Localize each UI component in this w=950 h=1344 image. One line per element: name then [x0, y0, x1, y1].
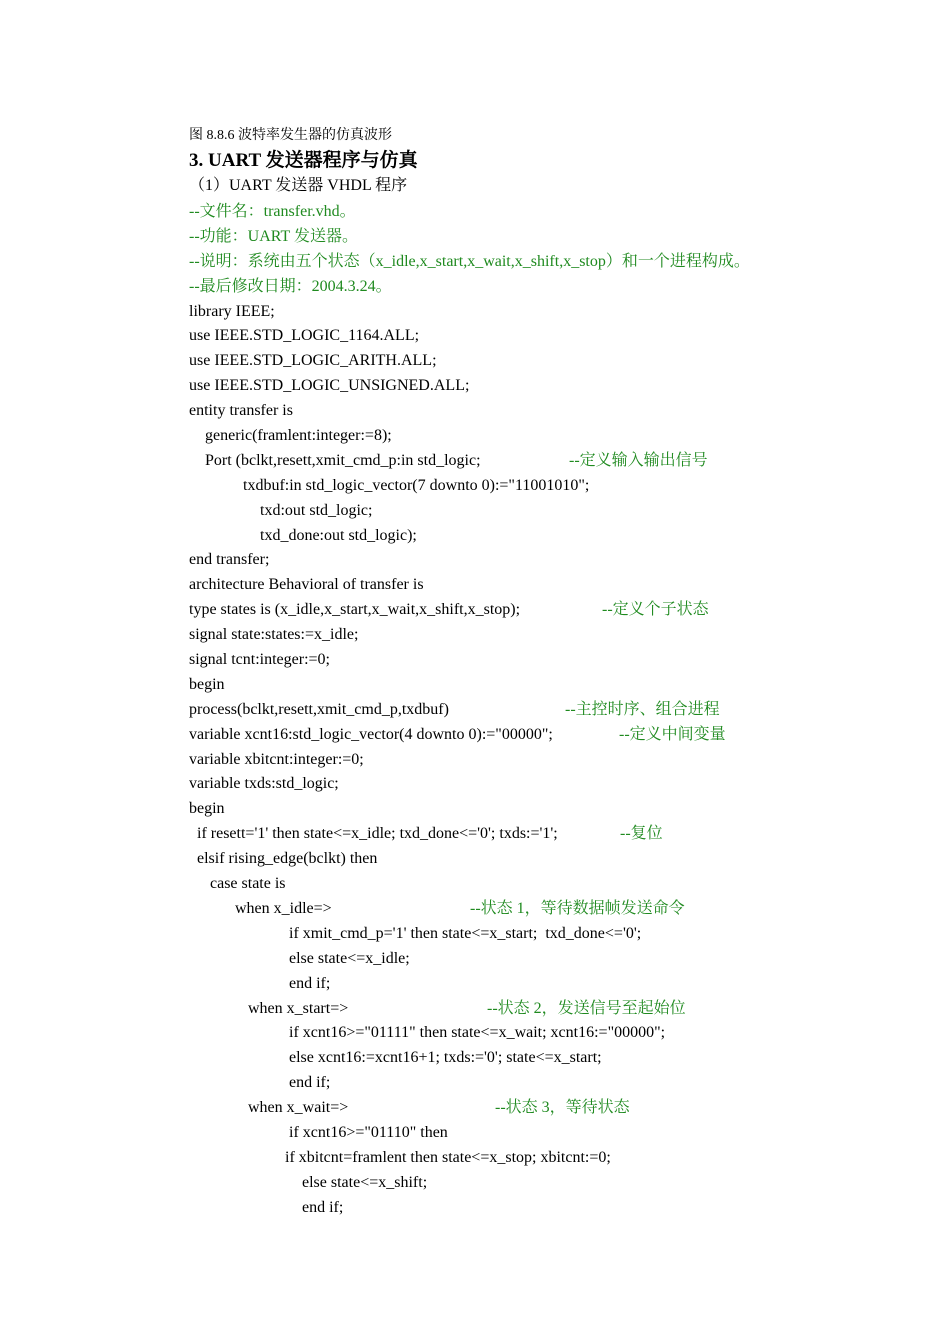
section-heading: 3. UART 发送器程序与仿真: [189, 150, 418, 171]
code-line: [189, 524, 909, 549]
code-text: if resett='1' then state<=x_idle; txd_done<='0'; txds:='1';: [197, 825, 558, 843]
code-line: [189, 1146, 909, 1171]
code-text: library IEEE;: [189, 302, 275, 320]
subsection-heading: （1）UART 发送器 VHDL 程序: [189, 177, 408, 194]
code-line: [189, 499, 909, 524]
code-text: if xmit_cmd_p='1' then state<=x_start; txd_done<='0';: [289, 924, 642, 942]
code-comment: --状态 3，等待状态: [495, 1099, 630, 1117]
code-line: [189, 872, 909, 897]
code-text: use IEEE.STD_LOGIC_ARITH.ALL;: [189, 352, 437, 370]
code-comment: --定义中间变量: [619, 725, 726, 743]
code-line: [189, 573, 909, 598]
code-line: [189, 1071, 909, 1096]
code-text: entity transfer is: [189, 402, 293, 420]
code-line: [189, 449, 909, 474]
code-text: use IEEE.STD_LOGIC_1164.ALL;: [189, 327, 420, 345]
code-text: if xcnt16>="01111" then state<=x_wait; xcnt16:="00000";: [289, 1024, 666, 1042]
code-comment: --定义输入输出信号: [569, 451, 708, 469]
figure-caption: 图 8.8.6 波特率发生器的仿真波形: [189, 128, 392, 143]
code-line: [189, 1196, 909, 1221]
vhdl-code-listing: [189, 200, 909, 1221]
code-comment: --主控时序、组合进程: [565, 700, 720, 718]
code-text: variable xbitcnt:integer:=0;: [189, 750, 364, 768]
code-text: end if;: [289, 974, 331, 992]
code-line: [189, 300, 909, 325]
code-line: [189, 947, 909, 972]
code-text: case state is: [210, 875, 286, 893]
code-line: [189, 275, 909, 300]
code-line: [189, 897, 909, 922]
code-text: else xcnt16:=xcnt16+1; txds:='0'; state<=x_start;: [289, 1049, 602, 1067]
code-text: variable xcnt16:std_logic_vector(4 downto 0):="00000";: [189, 725, 553, 743]
code-line: [189, 698, 909, 723]
code-line: [189, 474, 909, 499]
code-text: if xbitcnt=framlent then state<=x_stop; xbitcnt:=0;: [285, 1148, 611, 1166]
code-line: [189, 548, 909, 573]
code-text: Port (bclkt,resett,xmit_cmd_p:in std_logic;: [205, 451, 481, 469]
code-comment: --定义个子状态: [602, 601, 709, 619]
code-line: [189, 1121, 909, 1146]
code-text: when x_start=>: [248, 999, 349, 1017]
code-comment: --复位: [620, 825, 663, 843]
code-text: process(bclkt,resett,xmit_cmd_p,txdbuf): [189, 700, 449, 718]
code-line: [189, 723, 909, 748]
code-text: txdbuf:in std_logic_vector(7 downto 0):="11001010";: [243, 476, 590, 494]
code-text: begin: [189, 800, 225, 818]
code-line: [189, 748, 909, 773]
code-line: [189, 648, 909, 673]
code-line: [189, 1096, 909, 1121]
code-line: [189, 349, 909, 374]
code-text: type states is (x_idle,x_start,x_wait,x_shift,x_stop);: [189, 601, 521, 619]
code-text: elsif rising_edge(bclkt) then: [197, 850, 378, 868]
code-line: [189, 972, 909, 997]
code-line: [189, 225, 909, 250]
code-text: end transfer;: [189, 551, 270, 569]
code-line: [189, 399, 909, 424]
code-text: end if;: [289, 1074, 331, 1092]
code-text: signal tcnt:integer:=0;: [189, 651, 330, 669]
code-line: [189, 250, 909, 275]
code-text: txd_done:out std_logic);: [260, 526, 417, 544]
code-comment: --说明：系统由五个状态（x_idle,x_start,x_wait,x_shift,x_stop）和一个进程构成。: [189, 252, 750, 270]
code-line: [189, 598, 909, 623]
code-comment: --状态 1，等待数据帧发送命令: [470, 899, 685, 917]
code-line: [189, 797, 909, 822]
code-text: use IEEE.STD_LOGIC_UNSIGNED.ALL;: [189, 377, 470, 395]
code-comment: --文件名：transfer.vhd。: [189, 203, 356, 220]
code-line: [189, 374, 909, 399]
code-text: end if;: [302, 1198, 344, 1216]
code-text: when x_idle=>: [235, 899, 332, 917]
code-text: else state<=x_idle;: [289, 949, 410, 967]
code-line: [189, 1021, 909, 1046]
code-text: variable txds:std_logic;: [189, 775, 339, 793]
code-line: [189, 200, 909, 225]
code-text: architecture Behavioral of transfer is: [189, 576, 424, 594]
code-line: [189, 424, 909, 449]
code-text: signal state:states:=x_idle;: [189, 626, 359, 644]
code-text: begin: [189, 675, 225, 693]
code-comment: --最后修改日期：2004.3.24。: [189, 277, 392, 295]
code-text: when x_wait=>: [248, 1099, 349, 1117]
code-comment: --状态 2，发送信号至起始位: [487, 999, 686, 1017]
code-line: [189, 922, 909, 947]
code-comment: --功能：UART 发送器。: [189, 227, 358, 245]
code-text: txd:out std_logic;: [260, 501, 373, 519]
code-line: [189, 324, 909, 349]
code-line: [189, 1171, 909, 1196]
code-line: [189, 772, 909, 797]
code-text: if xcnt16>="01110" then: [289, 1123, 448, 1141]
code-text: else state<=x_shift;: [302, 1173, 428, 1191]
code-line: [189, 623, 909, 648]
code-line: [189, 847, 909, 872]
code-line: [189, 822, 909, 847]
code-line: [189, 1046, 909, 1071]
code-line: [189, 997, 909, 1022]
code-line: [189, 673, 909, 698]
code-text: generic(framlent:integer:=8);: [205, 427, 392, 445]
